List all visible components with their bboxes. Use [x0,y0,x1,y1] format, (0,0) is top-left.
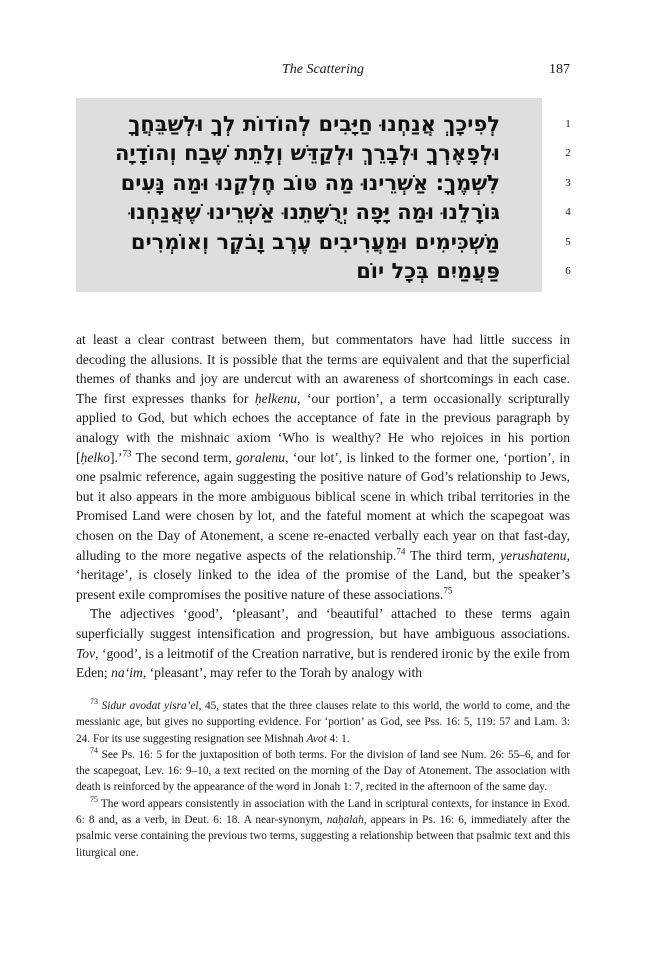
transliteration: ḥelkenu [254,390,298,406]
hebrew-line-5: מַשְׁכִּימִים וּמַעֲרִיבִים עֶרֶב וָבֹקֶר וְאוֹמְרִים [130,229,500,254]
text-run: , ‘good’, is a leitmotif of the Creation narrative, but is rendered ironic by the exile from Eden; [76,645,570,681]
footnote-number: 75 [90,795,98,805]
transliteration: ḥelko [80,449,110,465]
text-run: The third term, [405,547,501,563]
running-title: The Scattering [281,62,365,77]
text-run: , ‘our portion’, a term occasionally scripturally applied to God, but which echoes the acceptance of fate in the previous paragraph by analogy with the mishnaic axiom ‘Who is wealthy? He who rejoices in his portion [ [76,390,570,465]
line-number: 4 [565,206,571,219]
hebrew-lines [76,110,542,286]
text-run: See Ps. 16: 5 for the juxtaposition of both terms. For the division of land see Num. 26: 55–6, and for the scapegoat, Lev. 16: 9–10, a text recited on the morning of the Day of Atonement. The association with death is reinforced by the appearance of the word in Jonah 1: 7, recited in the afternoon of the same day. [76,748,570,794]
transliteration: na‘im [111,665,143,681]
text-run: The second term, [131,449,236,465]
footnote-number: 73 [90,697,98,707]
hebrew-line-3: לִשְׁמֶךָ: אַשְׁרֵינוּ מַה טּוֹב חֶלְקֵנוּ וּמַה נָּעִים [120,170,500,195]
body-paragraph-2 [76,604,570,682]
footnote-ref-73[interactable]: 73 [122,448,132,459]
footnote-75 [76,796,570,861]
text-run: , ‘pleasant’, may refer to the Torah by analogy with [142,665,423,681]
hebrew-line-6: פַּעֲמַיִם בְּכָל יוֹם [356,258,500,283]
text-run: The word appears consistently in association with the Land in scriptural contexts, for instance in Exod. 6: 8 and, as a verb, in Deut. 6: 18. A near-synonym, [76,797,570,827]
transliteration: yerushatenu [500,547,567,563]
running-head [76,62,570,84]
line-number: 2 [565,147,571,160]
hebrew-line-1: לְפִיכָךְ אֲנַחְנוּ חַיָּבִים לְהוֹדוֹת לְךָ וּלְשַׁבֵּחֲךָ [128,112,500,136]
line-number: 1 [565,118,571,130]
text-run: 4: 1. [326,732,350,745]
text-run: , appears in Ps. 16: 6, immediately after the psalmic verse containing the previous two terms, suggesting a relationship between that psalmic text and this liturgical one. [76,814,571,859]
text-run: , ‘heritage’, is closely linked to the idea of the promise of the Land, but the speaker’s present exile compromises the positive nature of these associations. [76,547,570,602]
line-numbers [558,110,578,286]
line-number: 6 [565,264,571,277]
body-paragraph-1 [76,330,570,604]
text-run: , 45, states that the three clauses relate to this world, the world to come, and the messianic age, but gives no supporting evidence. For ‘portion’ as God, see Pss. 16: 5, 119: 57 and Lam. 3: 24. For its use suggesting resignation see Mishnah [76,700,570,745]
footnote-ref-74[interactable]: 74 [396,546,406,556]
text-run: ].’ [109,449,123,465]
line-number: 3 [565,176,571,189]
page-number: 187 [549,62,570,77]
footnotes [76,698,570,861]
transliteration: naḥalah [326,814,364,827]
line-number: 5 [565,235,571,248]
hebrew-line-2: וּלְפָאֶרְךָ וּלְבָרֵךְ וּלְקַדֵּשׁ וְלָתֵת שֶׁבַח וְהוֹדָיָה [114,141,500,166]
book-title: Avot [306,732,327,745]
transliteration: goralenu [236,449,286,465]
footnote-number: 74 [90,746,98,756]
text-run: at least a clear contrast between them, but commentators have had little success in decoding the allusions. It is possible that the terms are equivalent and that the superficial themes of thanks and joy are undercut with an awareness of shortcomings in each case. The first expresses thanks for [76,332,570,406]
text-run: The adjectives ‘good’, ‘pleasant’, and ‘beautiful’ attached to these terms again superficially suggest intensification and progression, but have ambiguous associations. [76,606,570,641]
transliteration: Tov [76,645,96,661]
hebrew-line-4: גּוֹרָלֵנוּ וּמַה יָּפָה יְרֻשָּׁתֵנוּ אַשְׁרֵינוּ שֶׁאֲנַחְנוּ [129,200,500,225]
main-text [76,330,570,683]
hebrew-text-box [76,98,542,292]
footnote-73 [76,698,570,747]
footnote-ref-75[interactable]: 75 [443,585,453,596]
footnote-74 [76,747,570,796]
book-title: Sidur avodat yisra’el [101,700,199,712]
text-run: , ‘our lot’, is linked to the former one, ‘portion’, in one psalmic reference, again suggesting the positive nature of God’s relationship to Jews, but it also appears in the more ambiguous biblical scene in which tribal territories in the Promised Land were chosen by lot, and the fateful moment at which the scapegoat was chosen on the Day of Atonement, a scene re-enacted verbally each year on that fast-day, alluding to the more negative aspects of the relationship. [76,449,570,563]
